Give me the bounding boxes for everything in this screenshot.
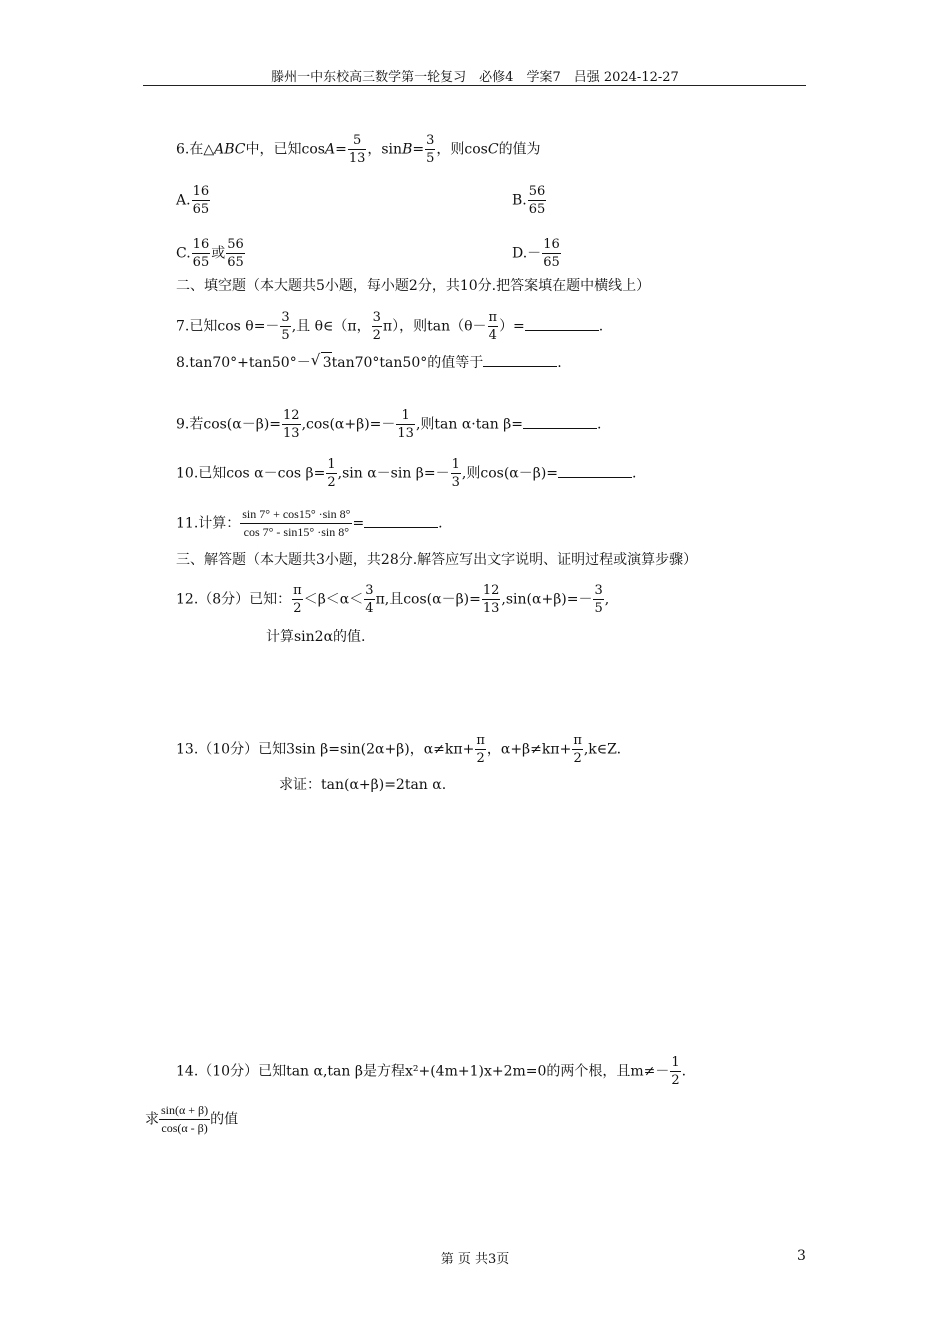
option-c: C. $\frac{16}{65}$ 或 $\frac{56}{65}$ (176, 237, 244, 270)
answer-blank (523, 414, 597, 429)
question-9: 9.若cos(α－β)= $\frac{12}{13}$ ,cos(α+β)=－ $\frac{1}{13}$ ,则tan α·tan β= . (176, 408, 602, 441)
question-14-task: 求 $\frac{\sin(\alpha + \beta)}{\cos(\alpha - \beta)}$ 的值 (145, 1103, 239, 1135)
question-14: 14.（10分）已知tan α,tan β是方程x²+(4m+1)x+2m=0的两个根，且m≠－ $\frac{1}{2}$ . (176, 1055, 687, 1088)
option-a: A. $\frac{16}{65}$ (176, 184, 210, 217)
question-12-task: 计算sin2α的值. (266, 629, 366, 645)
question-6: 6.在△ABC中，已知cosA= $\frac{5}{13}$ ，sinB= $\frac{3}{5}$ ，则cosC的值为 (176, 133, 541, 166)
expression-fraction: $\frac{\sin 7^\circ + \cos 15^\circ \cdot\sin 8^\circ}{\cos 7^\circ - \sin 15^\circ \cdot\sin 8^\circ}$ (242, 507, 351, 539)
header-rule (143, 85, 806, 86)
question-11: 11.计算： $\frac{\sin 7^\circ + \cos 15^\circ \cdot\sin 8^\circ}{\cos 7^\circ - \sin 15^\circ \cdot\sin 8^\circ}$ = . (176, 507, 443, 539)
sqrt-symbol: √ 3 (321, 352, 332, 373)
question-8: 8.tan70°+tan50°－√ 3tan70°tan50°的值等于 . (176, 352, 562, 373)
page-footer: 第 页 共3页 (440, 1252, 510, 1267)
answer-blank (558, 463, 632, 478)
expression-fraction: $\frac{\sin(\alpha + \beta)}{\cos(\alpha - \beta)}$ (161, 1103, 209, 1135)
fraction: $\frac{5}{13}$ (348, 133, 366, 166)
question-12: 12.（8分）已知： $\frac{\pi}{2}$ ＜β＜α＜ $\frac{3}{4}$ π,且cos(α－β)= $\frac{12}{13}$ ,sin(α+β)=－ $\frac{3}{5}$ , (176, 583, 610, 616)
question-13: 13.（10分）已知3sin β=sin(2α+β)，α≠kπ+ $\frac{\pi}{2}$ ，α+β≠kπ+ $\frac{\pi}{2}$ ,k∈Z. (176, 733, 622, 766)
section-3-heading: 三、解答题（本大题共3小题，共28分.解答应写出文字说明、证明过程或演算步骤） (176, 552, 698, 568)
option-d: D.－ $\frac{16}{65}$ (512, 237, 560, 270)
page-number: 3 (797, 1248, 806, 1264)
option-b: B. $\frac{56}{65}$ (512, 184, 546, 217)
answer-blank (525, 316, 599, 331)
question-13-task: 求证：tan(α+β)=2tan α. (279, 777, 447, 793)
answer-blank (483, 352, 557, 367)
question-10: 10.已知cos α－cos β= $\frac{1}{2}$ ,sin α－sin β=－ $\frac{1}{3}$ ,则cos(α－β)= . (176, 457, 637, 490)
answer-blank (364, 513, 438, 528)
fraction: $\frac{3}{5}$ (426, 133, 435, 166)
question-7: 7.已知cos θ=－ $\frac{3}{5}$ ,且 θ∈（π， $\frac{3}{2}$ π），则tan（θ－ $\frac{\pi}{4}$ ）= . (176, 310, 604, 343)
section-2-heading: 二、填空题（本大题共5小题，每小题2分，共10分.把答案填在题中横线上） (176, 278, 651, 294)
page-header: 滕州一中东校高三数学第一轮复习 必修4 学案7 吕强 2024-12-27 (271, 70, 679, 85)
